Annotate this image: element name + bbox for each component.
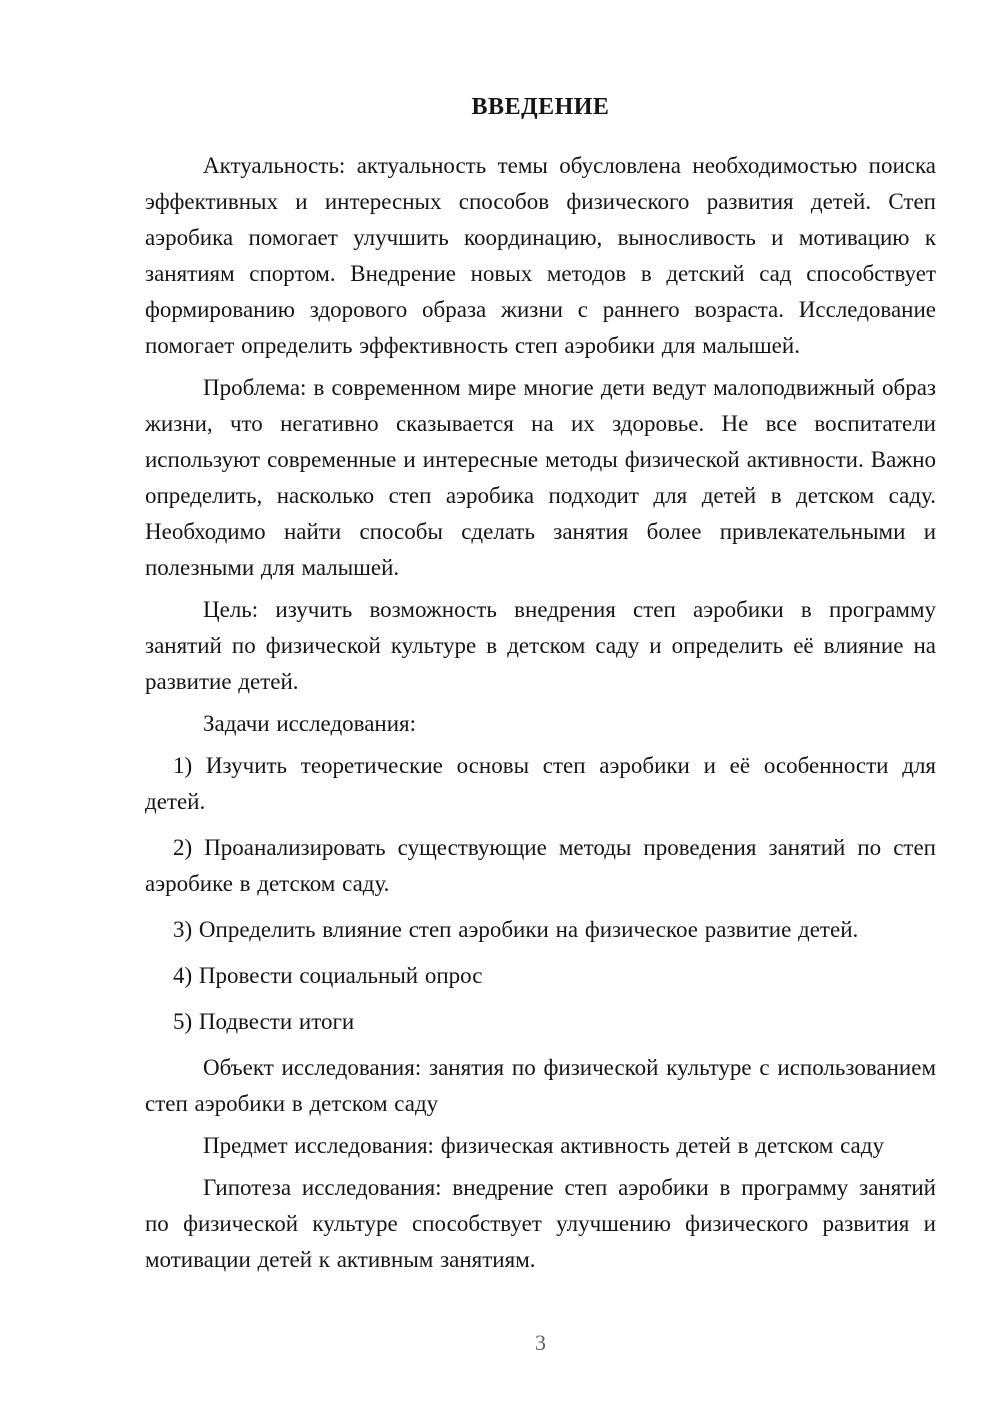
task-item-1: 1) Изучить теоретические основы степ аэробики и её особенности для детей.: [145, 753, 936, 814]
page-number: 3: [535, 1330, 546, 1355]
task-item-5: 5) Подвести итоги: [173, 1009, 355, 1034]
paragraph-problem: Проблема: в современном мире многие дети ведут малоподвижный образ жизни, что негативно сказывается на их здоровье. Не все воспитатели используют современные и интересные методы физической активности. Важно определить, насколько степ аэробика подходит для детей в детском саду. Необходимо найти способы сделать занятия более привлекательными и полезными для малышей.: [145, 375, 936, 580]
paragraph-relevance: Актуальность: актуальность темы обусловлена необходимостью поиска эффективных и интересных способов физического развития детей. Степ аэробика помогает улучшить координацию, выносливость и мотивацию к занятиям спортом. Внедрение новых методов в детский сад способствует формированию здорового образа жизни с раннего возраста. Исследование помогает определить эффективность степ аэробики для малышей.: [145, 153, 936, 358]
task-item-4: 4) Провести социальный опрос: [173, 963, 483, 988]
paragraph-object: Объект исследования: занятия по физической культуре с использованием степ аэробики в детском саду: [145, 1055, 936, 1116]
paragraph-goal: Цель: изучить возможность внедрения степ аэробики в программу занятий по физической культуре в детском саду и определить её влияние на развитие детей.: [145, 597, 936, 694]
page-title: ВВЕДЕНИЕ: [471, 94, 610, 120]
text-column: [145, 92, 936, 1278]
task-item-2: 2) Проанализировать существующие методы проведения занятий по степ аэробике в детском саду.: [145, 835, 936, 896]
task-item-3: 3) Определить влияние степ аэробики на физическое развитие детей.: [173, 917, 859, 942]
tasks-heading: Задачи исследования:: [203, 711, 417, 736]
paragraph-subject: Предмет исследования: физическая активность детей в детском саду: [203, 1133, 884, 1158]
paragraph-hypothesis: Гипотеза исследования: внедрение степ аэробики в программу занятий по физической культуре способствует улучшению физического развития и мотивации детей к активным занятиям.: [145, 1175, 936, 1272]
